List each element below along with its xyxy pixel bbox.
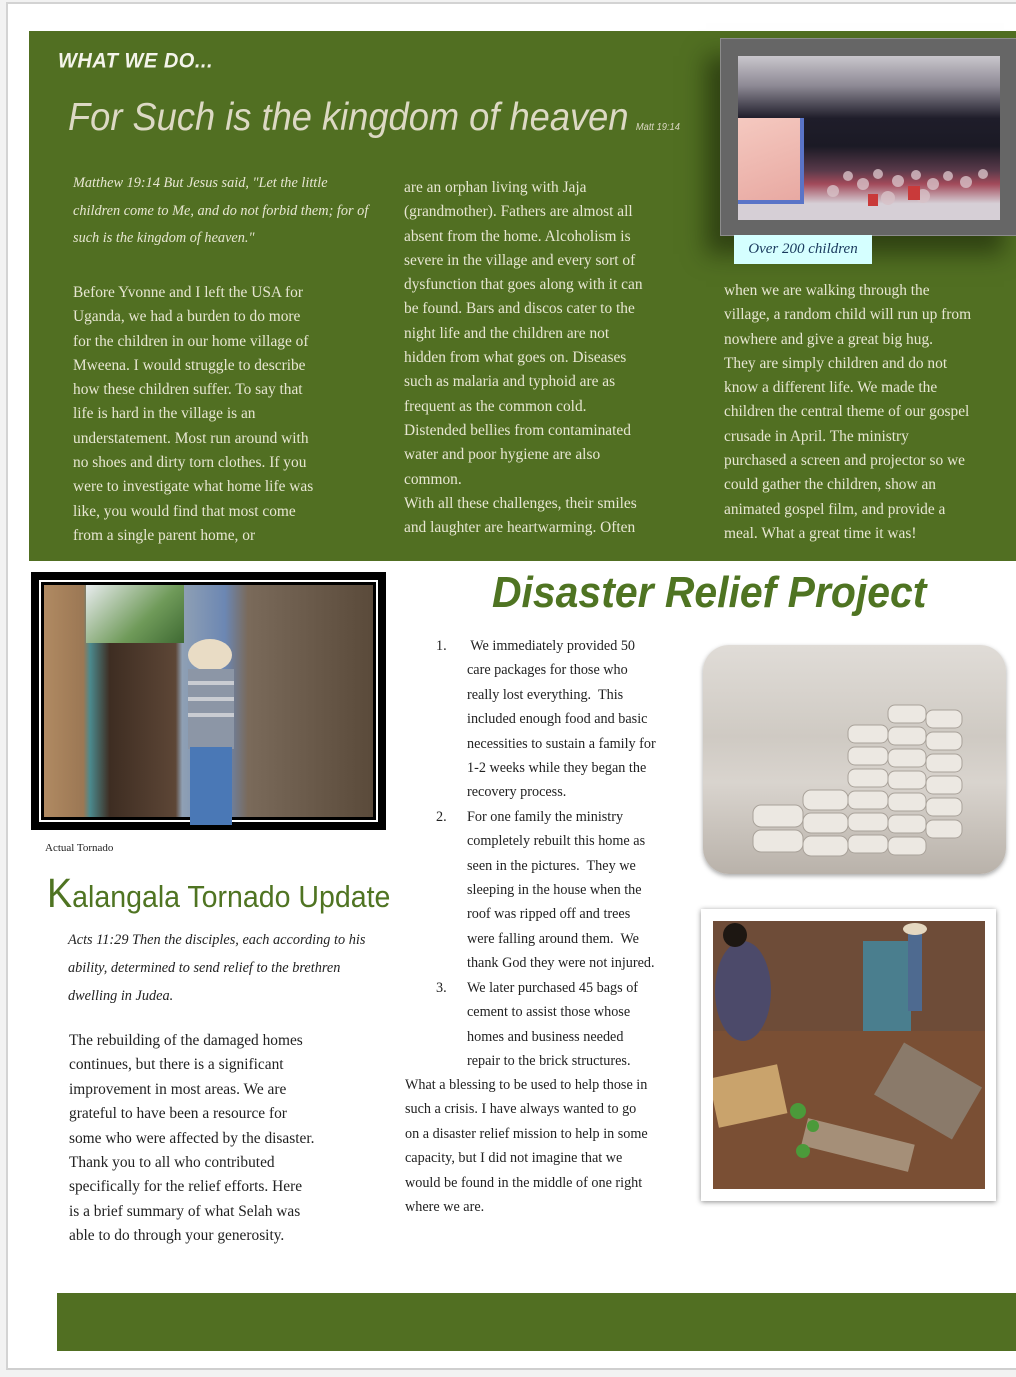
text-line: is a brief summary of what Selah was [69, 1202, 301, 1220]
tornado-photo-caption: Actual Tornado [45, 842, 114, 854]
text-line: common. [404, 470, 462, 488]
text-line: understatement. Most run around with [73, 429, 309, 447]
text-line: some who were affected by the disaster. [69, 1129, 315, 1147]
banner-column-1 [73, 281, 373, 548]
text-line: from a single parent home, or [73, 526, 256, 544]
text-line: We later purchased 45 bags of [467, 979, 639, 996]
title-rest: alangala Tornado Update [72, 879, 391, 914]
text-line: Before Yvonne and I left the USA for [73, 284, 303, 301]
text-line: 1-2 weeks while they began the [467, 760, 647, 777]
worker-figure [180, 625, 240, 825]
headline-reference: Matt 19:14 [635, 122, 680, 133]
text-line: really lost everything. This [467, 686, 624, 703]
text-line: Thank you to all who contributed [69, 1154, 275, 1172]
list-number: 3. [436, 979, 447, 996]
text-line: on a disaster relief mission to help in some [405, 1125, 648, 1142]
text-line: absent from the home. Alcoholism is [404, 227, 631, 245]
text-line: sleeping in the house when the [467, 882, 642, 899]
text-line: such as malaria and typhoid are as [404, 373, 616, 391]
text-line: severe in the village and every sort of [404, 251, 636, 269]
text-line: (grandmother). Fathers are almost all [404, 203, 633, 221]
relief-list-item [432, 976, 682, 1074]
text-line: no shoes and dirty torn clothes. If you [73, 454, 307, 472]
relief-list-item [432, 634, 682, 805]
text-line: continues, but there is a significant [69, 1056, 284, 1074]
rebuilt-home-photo-frame [701, 909, 996, 1201]
text-line: repair to the brick structures. [467, 1052, 631, 1069]
text-line: roof was ripped off and trees [467, 906, 631, 923]
text-line: where we are. [405, 1199, 485, 1216]
text-line: like, you would find that most come [73, 502, 296, 520]
tornado-photo [44, 585, 373, 817]
text-line: nowhere and give a great big hug. [724, 330, 933, 348]
section-kicker: WHAT WE DO... [58, 49, 213, 73]
text-line: frequent as the common cold. [404, 397, 587, 415]
rebuilt-home-photo [713, 921, 985, 1189]
tornado-section-title [47, 870, 390, 917]
text-line: Mweena. I would struggle to describe [73, 356, 306, 374]
cement-bags-graphic [743, 695, 973, 870]
text-line: crusade in April. The ministry [724, 427, 909, 445]
text-line: For one family the ministry [467, 808, 624, 825]
banner-column-3 [724, 279, 1014, 546]
text-line: seen in the pictures. They we [467, 857, 636, 874]
text-line: be found. Bars and discos cater to the [404, 300, 635, 318]
text-line: for the children in our home village of [73, 332, 309, 350]
tornado-photo-frame [31, 572, 386, 830]
banner-headline [68, 96, 680, 140]
text-line: cement to assist those whose [467, 1004, 631, 1021]
text-line: children the central theme of our gospel [724, 403, 970, 421]
relief-list-item [432, 805, 682, 976]
text-line: necessities to sustain a family for [467, 735, 656, 752]
relief-section-title: Disaster Relief Project [492, 568, 927, 617]
text-line: life is hard in the village is an [73, 405, 256, 423]
text-line: With all these challenges, their smiles [404, 494, 637, 512]
text-line: improvement in most areas. We are [69, 1080, 287, 1098]
text-line: thank God they were not injured. [467, 955, 655, 972]
text-line: when we are walking through the [724, 282, 930, 299]
title-initial: K [47, 870, 73, 916]
text-line: The rebuilding of the damaged homes [69, 1032, 303, 1049]
children-crowd-graphic [738, 56, 1000, 220]
text-line: capacity, but I did not imagine that we [405, 1150, 623, 1167]
cement-bags-photo [703, 645, 1006, 874]
text-line: night life and the children are not [404, 324, 610, 342]
text-line: could gather the children, show an [724, 476, 936, 494]
text-line: recovery process. [467, 784, 567, 801]
text-line: able to do through your generosity. [69, 1227, 285, 1245]
text-line: and laughter are heartwarming. Often [404, 519, 636, 537]
crusade-photo-caption: Over 200 children [734, 235, 872, 264]
acts-verse: Acts 11:29 Then the disciples, each according to his ability, determined to send relief to the brethren dwelling in Judea. [68, 932, 366, 1004]
text-line: included enough food and basic [467, 711, 648, 728]
text-line: water and poor hygiene are also [404, 446, 601, 464]
list-number: 2. [436, 808, 447, 825]
text-line: hidden from what goes on. Diseases [404, 349, 627, 367]
footer-bar [57, 1293, 1016, 1351]
text-line: are an orphan living with Jaja [404, 179, 587, 196]
text-line: were falling around them. We [467, 930, 639, 947]
text-line: completely rebuilt this home as [467, 833, 646, 850]
relief-list [432, 634, 682, 1073]
crusade-photo-frame [720, 38, 1016, 236]
text-line: meal. What a great time it was! [724, 524, 917, 542]
text-line: grateful to have been a resource for [69, 1105, 287, 1123]
relief-closing [405, 1073, 695, 1219]
text-line: They are simply children and do not [724, 354, 948, 372]
text-line: were to investigate what home life was [73, 478, 314, 496]
text-line: We immediately provided 50 [467, 638, 636, 654]
text-line: homes and business needed [467, 1028, 624, 1045]
text-line: purchased a screen and projector so we [724, 452, 966, 470]
list-number: 1. [436, 638, 447, 654]
headline-text: For Such is the kingdom of heaven [68, 96, 629, 139]
text-line: know a different life. We made the [724, 379, 938, 397]
text-line: such a crisis. I have always wanted to go [405, 1101, 637, 1118]
tornado-body [69, 1029, 369, 1249]
text-line: dysfunction that goes along with it can [404, 276, 643, 294]
text-line: specifically for the relief efforts. Here [69, 1178, 303, 1196]
text-line: What a blessing to be used to help those in [405, 1077, 648, 1093]
matthew-verse: Matthew 19:14 But Jesus said, "Let the little children come to Me, and do not forbid them; for of such is the kingdom of heaven." [73, 175, 369, 246]
debris-scene-graphic [713, 921, 985, 1189]
text-line: would be found in the middle of one right [405, 1174, 643, 1191]
banner-column-2 [404, 176, 694, 540]
text-line: care packages for those who [467, 662, 628, 679]
text-line: village, a random child will run up from [724, 306, 972, 324]
text-line: animated gospel film, and provide a [724, 500, 946, 518]
text-line: Uganda, we had a burden to do more [73, 308, 301, 326]
crusade-photo [738, 56, 1000, 220]
text-line: Distended bellies from contaminated [404, 421, 631, 439]
text-line: how these children suffer. To say that [73, 381, 303, 399]
